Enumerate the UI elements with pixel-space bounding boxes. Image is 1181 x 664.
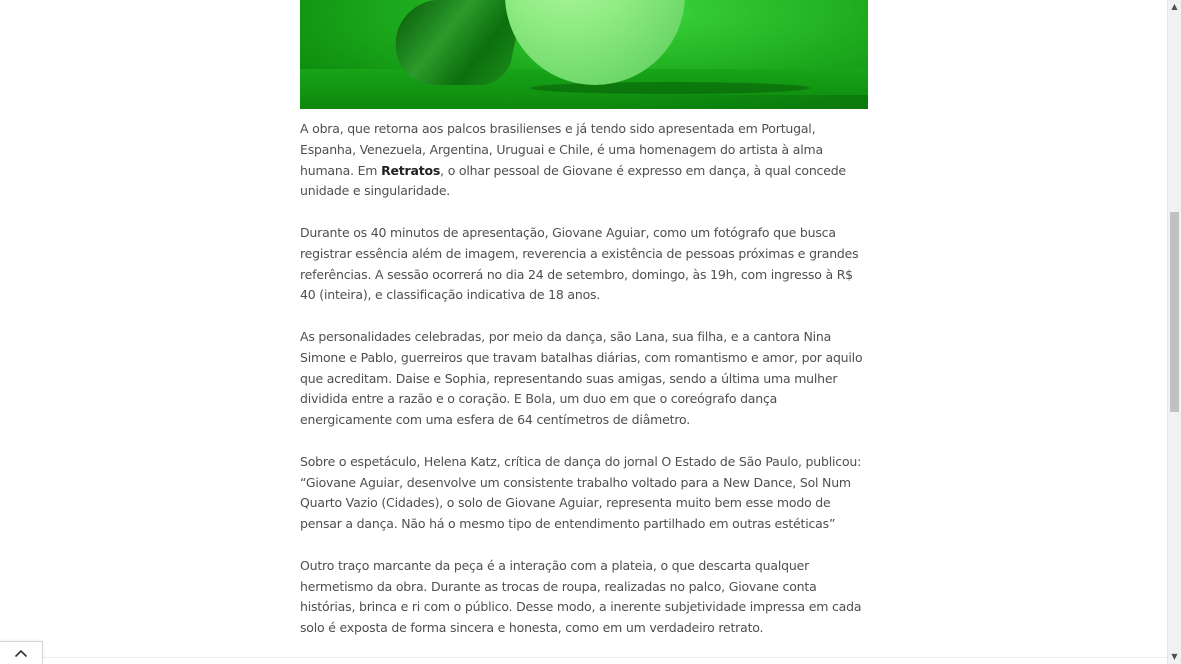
article: [300, 0, 868, 660]
article-paragraph-4: Sobre o espetáculo, Helena Katz, crítica de dança do jornal O Estado de São Paulo, publicou: “Giovane Aguiar, desenvolve um consistente trabalho voltado para a New Dance, Sol Num Quarto Vazio (Cidades), o solo de Giovane Aguiar, representa muito bem esse modo de pensar a dança. Não há o mesmo tipo de entendimento partilhado em outras estéticas”: [300, 453, 862, 532]
hero-image: [300, 0, 868, 109]
article-paragraph-2: Durante os 40 minutos de apresentação, Giovane Aguiar, como um fotógrafo que busca registrar essência além de imagem, reverencia a existência de pessoas próximas e grandes referências. A sessão ocorrerá no dia 24 de setembro, domingo, às 19h, com ingresso à R$ 40 (inteira), e classificação indicativa de 18 anos.: [300, 224, 859, 303]
scrollbar-thumb[interactable]: [1170, 212, 1179, 412]
article-paragraph-1: [300, 119, 868, 202]
paragraph-1-text-before: A obra, que retorna aos palcos brasilienses e já tendo sido apresentada em Portugal, Espanha, Venezuela, Argentina, Uruguai e Chile, é uma homenagem do artista à alma humana. Em: [300, 121, 823, 178]
article-paragraph-5: Outro traço marcante da peça é a interação com a plateia, o que descarta qualquer hermetismo da obra. Durante as trocas de roupa, realizadas no palco, Giovane conta histórias, brinca e ri com o público. Desse modo, a inerente subjetividade impressa em cada solo é exposta de forma sincera e honesta, como em um verdadeiro retrato.: [300, 557, 862, 636]
scroll-down-arrow-icon[interactable]: ▼: [1171, 652, 1178, 661]
bottom-divider: [43, 657, 1167, 658]
hero-dancer-figure: [386, 0, 524, 85]
vertical-scrollbar[interactable]: [1167, 0, 1181, 664]
back-to-top-button[interactable]: [0, 641, 43, 664]
hero-ball-shadow: [530, 82, 810, 94]
paragraph-1-bold-title: Retratos: [381, 162, 441, 178]
hero-floor-stripe: [600, 95, 868, 109]
article-paragraph-3: As personalidades celebradas, por meio da dança, são Lana, sua filha, e a cantora Nina Simone e Pablo, guerreiros que travam batalhas diárias, com romantismo e amor, por aquilo que acreditam. Daise e Sophia, representando suas amigas, sendo a última uma mulher dividida entre a razão e o coração. E Bola, um duo em que o coreógrafo dança energicamente com uma esfera de 64 centímetros de diâmetro.: [300, 328, 863, 428]
chevron-up-icon: [14, 649, 28, 658]
article-body: [300, 109, 868, 639]
scroll-up-arrow-icon[interactable]: ▲: [1171, 2, 1178, 11]
paragraph-1-text-after: , o olhar pessoal de Giovane é expresso em dança, à qual concede unidade e singularidade.: [300, 162, 846, 199]
